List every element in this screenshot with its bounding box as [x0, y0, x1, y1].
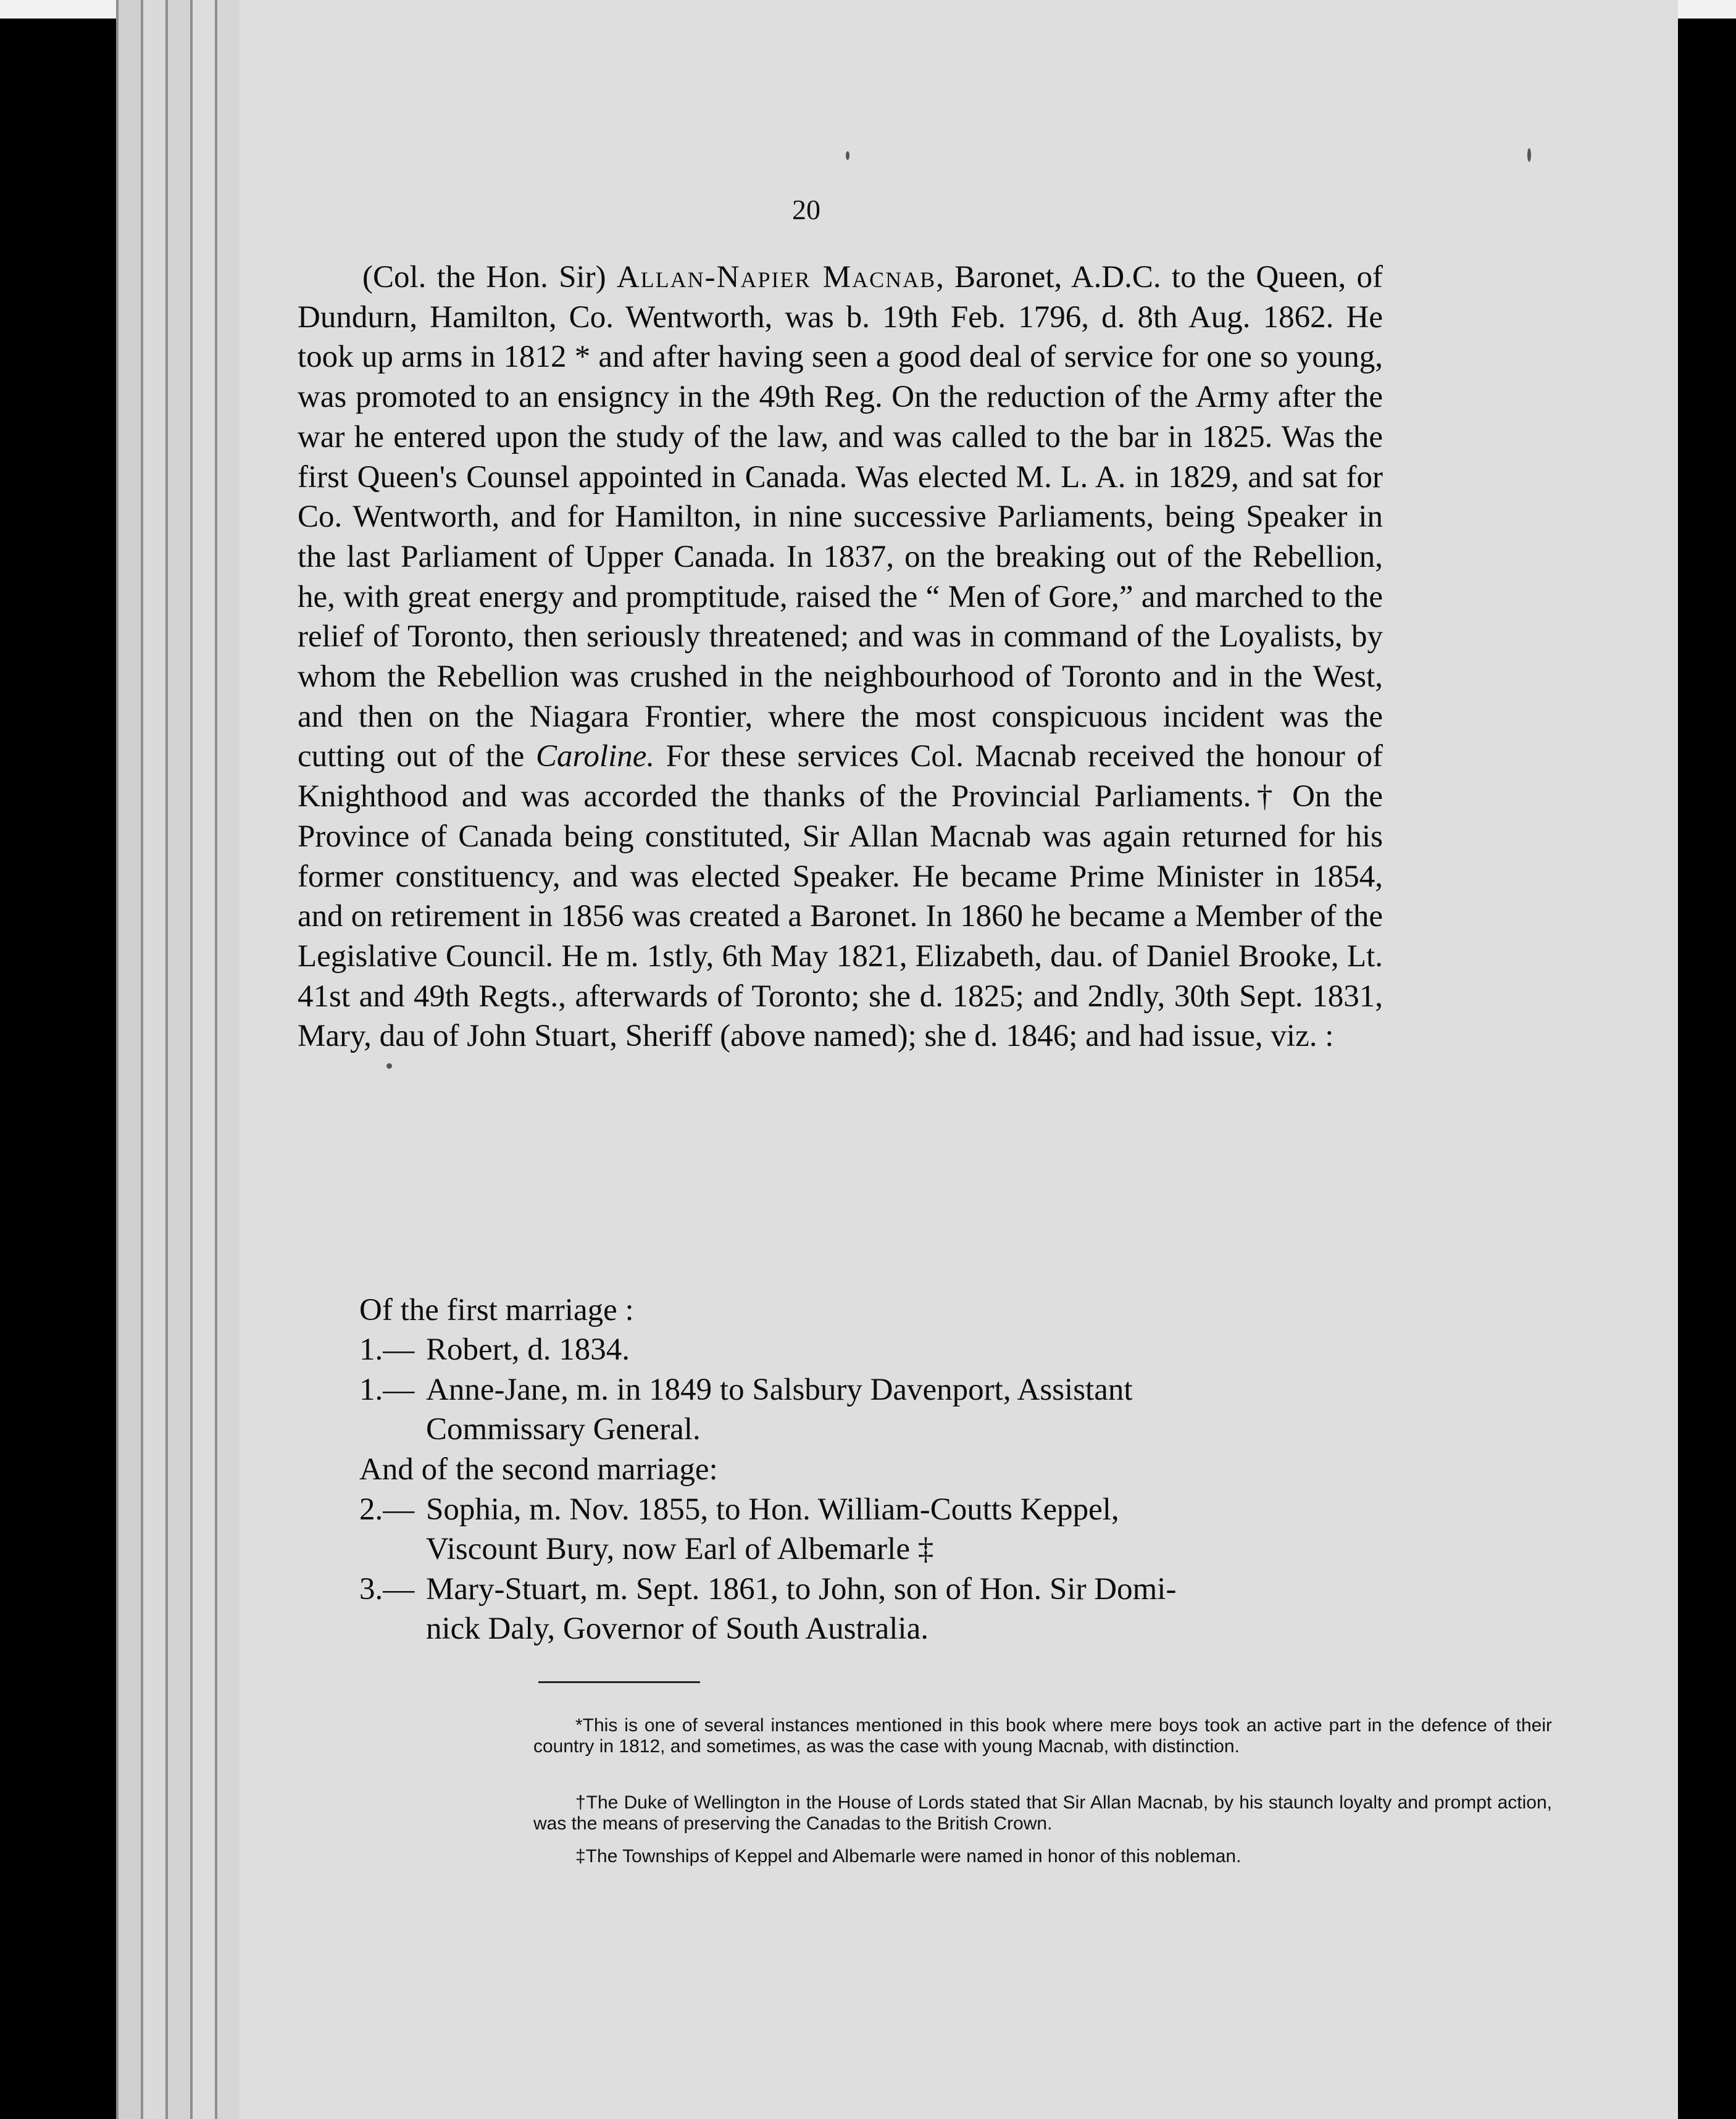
- issue-number: 3.—: [359, 1572, 415, 1607]
- biography-paragraph: [298, 257, 1383, 1056]
- page-edge: [190, 0, 217, 2119]
- second-marriage-heading: And of the second marriage:: [359, 1452, 718, 1487]
- body-text-b: For these services Col. Macnab received the honour of Knighthood and was accorded the thanks of the Provincial Parliaments.† On the Province of Canada being constituted, Sir Allan Macnab was again returned for his former constituency, and was elected Speaker. He became Prime Minister in 1854, and on retirement in 1856 was created a Baronet. In 1860 he became a Member of the Legislative Council. He m. 1stly, 6th May 1821, Elizabeth, dau. of Daniel Brooke, Lt. 41st and 49th Regts., afterwards of Toronto; she d. 1825; and 2ndly, 30th Sept. 1831, Mary, dau of John Stuart, Sheriff (above named); she d. 1846; and had issue, viz. :: [298, 739, 1383, 1054]
- footnote-dagger: †The Duke of Wellington in the House of Lords stated that Sir Allan Macnab, by his staunch loyalty and prompt action, was the means of preserving the Canadas to the British Crown.: [533, 1792, 1552, 1834]
- page-edge: [141, 0, 168, 2119]
- scan-speck: [1527, 148, 1531, 162]
- issue-item: [359, 1370, 1553, 1410]
- issue-text: Mary-Stuart, m. Sept. 1861, to John, son of Hon. Sir Domi-: [426, 1572, 1177, 1607]
- issue-continuation: Viscount Bury, now Earl of Albemarle ‡: [426, 1532, 934, 1566]
- issue-text: Robert, d. 1834.: [426, 1332, 630, 1367]
- footnote-rule: [538, 1681, 700, 1683]
- issue-number: 2.—: [359, 1492, 415, 1527]
- page-edge: [165, 0, 193, 2119]
- footnote-star: *This is one of several instances mentioned in this book where mere boys took an active part in the defence of their country in 1812, and sometimes, as was the case with young Macnab, with distinction.: [533, 1715, 1552, 1757]
- issue-text: Sophia, m. Nov. 1855, to Hon. William-Coutts Keppel,: [426, 1492, 1119, 1527]
- intro-text: (Col. the Hon. Sir): [362, 260, 617, 295]
- page-number: 20: [792, 194, 820, 225]
- issue-continuation: Commissary General.: [426, 1412, 701, 1447]
- subject-name: Allan-Napier Macnab: [616, 260, 937, 295]
- scan-speck: [846, 151, 849, 160]
- issue-item: [359, 1569, 1553, 1610]
- issue-text: Anne-Jane, m. in 1849 to Salsbury Davenport, Assistant: [426, 1373, 1133, 1407]
- first-marriage-heading: Of the first marriage :: [359, 1293, 634, 1327]
- body-text-a: , Baronet, A.D.C. to the Queen, of Dundurn, Hamilton, Co. Wentworth, was b. 19th Feb. 1796, d. 8th Aug. 1862. He took up arms in 1812 * and after having seen a good deal of service for one so young, was promoted to an ensigncy in the 49th Reg. On the reduction of the Army after the war he entered upon the study of the law, and was called to the bar in 1825. Was the first Queen's Counsel appointed in Canada. Was elected M. L. A. in 1829, and sat for Co. Wentworth, and for Hamilton, in nine successive Parliaments, being Speaker in the last Parliament of Upper Canada. In 1837, on the breaking out of the Rebellion, he, with great energy and promptitude, raised the “ Men of Gore,” and marched to the relief of Toronto, then seriously threatened; and was in command of the Loyalists, by whom the Rebellion was crushed in the neighbourhood of Toronto and in the West, and then on the Niagara Frontier, where the most conspicuous incident was the cutting out of the: [298, 260, 1383, 774]
- issue-continuation: nick Daly, Governor of South Australia.: [426, 1611, 929, 1646]
- ship-name: Caroline.: [535, 739, 655, 774]
- page-edge: [215, 0, 242, 2119]
- page-edge: [116, 0, 143, 2119]
- issue-item: [359, 1330, 1553, 1370]
- issue-number: 1.—: [359, 1332, 415, 1367]
- footnote-double-dagger: ‡The Townships of Keppel and Albemarle were named in honor of this nobleman.: [575, 1846, 1241, 1866]
- issue-item: [359, 1490, 1553, 1530]
- scan-speck: [386, 1063, 392, 1069]
- issue-number: 1.—: [359, 1373, 415, 1407]
